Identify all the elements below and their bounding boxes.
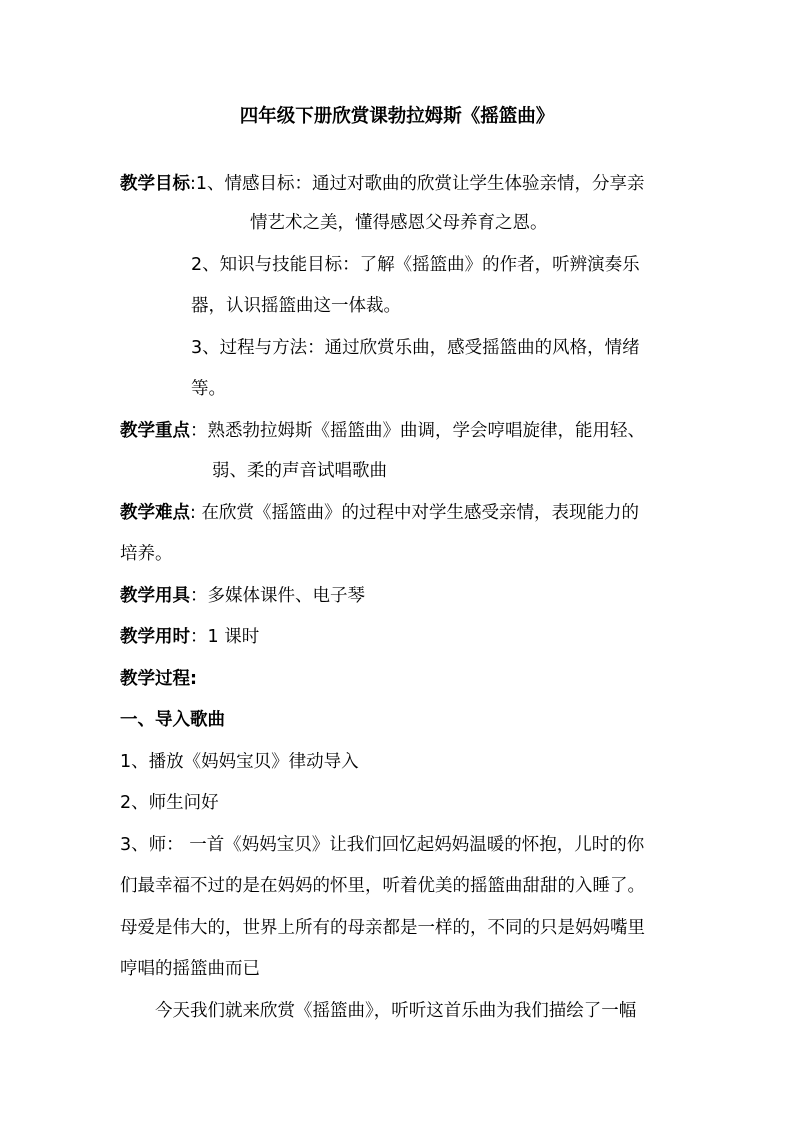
difficulties-line-2: 培养。: [120, 544, 173, 564]
objectives-line-5: 3、过程与方法：通过欣赏乐曲，感受摇篮曲的风格，情绪: [191, 338, 640, 358]
objectives-label: 教学目标: [120, 174, 190, 194]
section1-item-2: 2、师生问好: [120, 793, 219, 813]
document-title: 四年级下册欣赏课勃拉姆斯《摇篮曲》: [239, 106, 555, 127]
section1-item-3-line-1: 3、师： 一首《妈妈宝贝》让我们回忆起妈妈温暖的怀抱，儿时的你: [120, 835, 645, 855]
objectives-line-6: 等。: [191, 379, 226, 399]
section1-item-3-line-4: 哼唱的摇篮曲而已: [120, 959, 260, 979]
objectives-text-1: :1、情感目标：通过对歌曲的欣赏让学生体验亲情，分享亲: [190, 174, 645, 194]
duration-line: [120, 625, 259, 649]
section1-item-1: 1、播放《妈妈宝贝》律动导入: [120, 752, 359, 772]
section1-heading: 一、导入歌曲: [120, 710, 225, 730]
tools-text: ：多媒体课件、电子琴: [190, 586, 365, 606]
key-points-label: 教学重点: [120, 421, 190, 441]
tools-label: 教学用具: [120, 586, 190, 606]
difficulties-label: 教学难点: [120, 503, 190, 523]
section1-item-3-line-2: 们最幸福不过的是在妈妈的怀里，听着优美的摇篮曲甜甜的入睡了。: [120, 876, 645, 896]
section1-paragraph-line-1: 今天我们就来欣赏《摇篮曲》，听听这首乐曲为我们描绘了一幅: [155, 1001, 637, 1021]
key-points-line-2: 弱、柔的声音试唱歌曲: [212, 461, 387, 481]
duration-text: ：1 课时: [190, 627, 260, 647]
duration-label: 教学用时: [120, 627, 190, 647]
difficulties-line-1: [120, 501, 639, 525]
key-points-line-1: [120, 419, 645, 443]
objectives-line-3: 2、知识与技能目标：了解《摇篮曲》的作者，听辨演奏乐: [191, 255, 640, 275]
objectives-line-2: 情艺术之美，懂得感恩父母养育之恩。: [250, 213, 548, 233]
process-heading: 教学过程:: [120, 669, 197, 689]
key-points-text-1: ：熟悉勃拉姆斯《摇篮曲》曲调，学会哼唱旋律，能用轻、: [190, 421, 645, 441]
objectives-line-1: [120, 172, 645, 196]
objectives-line-4: 器，认识摇篮曲这一体裁。: [191, 296, 401, 316]
difficulties-text-1: : 在欣赏《摇篮曲》的过程中对学生感受亲情，表现能力的: [190, 503, 639, 523]
section1-item-3-line-3: 母爱是伟大的，世界上所有的母亲都是一样的，不同的只是妈妈嘴里: [120, 918, 645, 938]
tools-line: [120, 584, 365, 608]
